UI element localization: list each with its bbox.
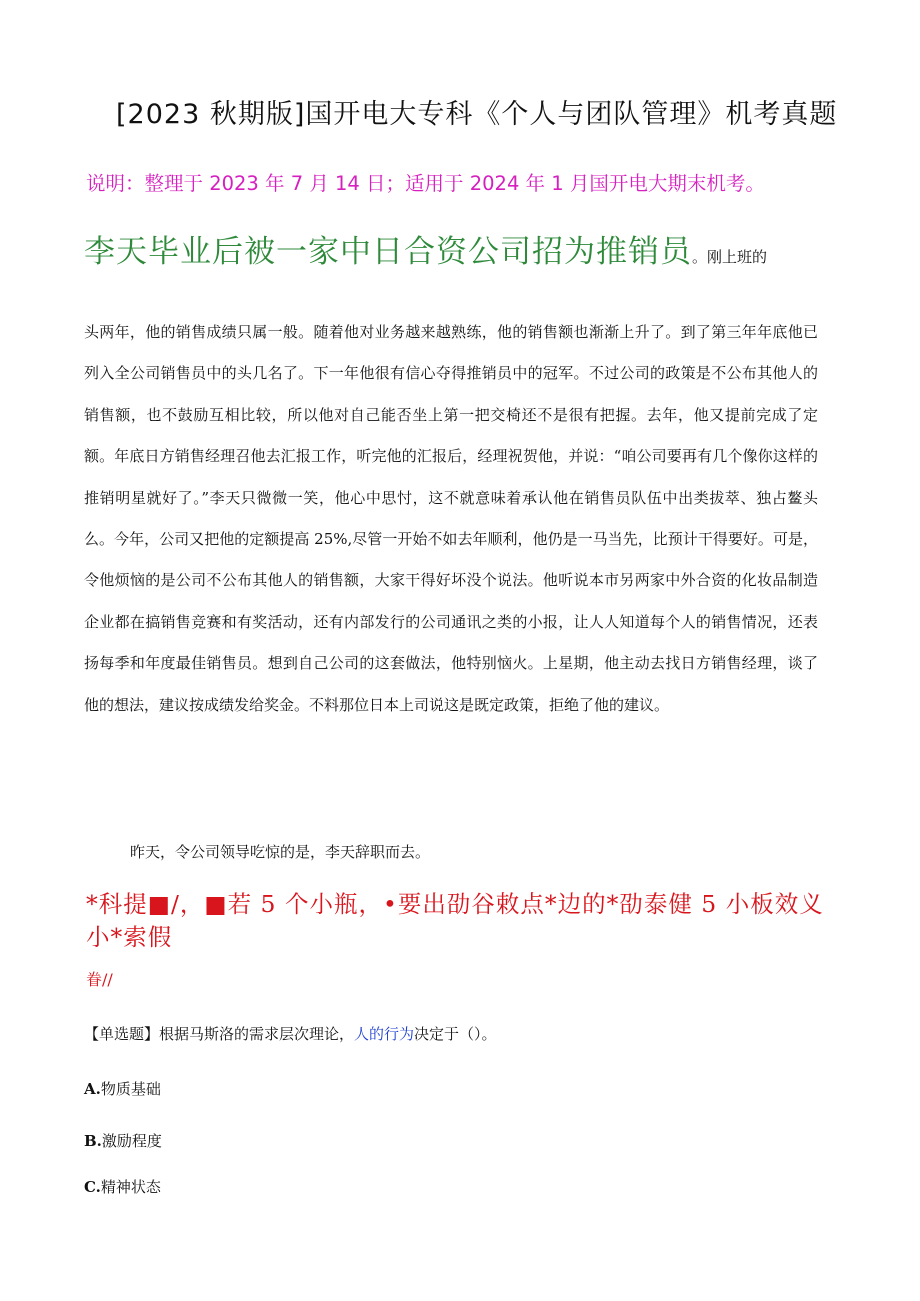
option-text: 物质基础 [100, 1080, 161, 1098]
option-letter: B. [84, 1132, 102, 1150]
case-heading-large: 李天毕业后被一家中日合资公司招为推销员 [84, 234, 692, 270]
case-heading-small: 。刚上班的 [692, 248, 768, 266]
garbled-instruction-line: *科提■/，■若 5 个小瓶，•要出劭谷敕点*边的*劭泰健 5 小板效义小*索假 [86, 890, 824, 951]
document-note: 说明：整理于 2023 年 7 月 14 日；适用于 2024 年 1 月国开电大期末机考。 [86, 172, 765, 195]
option-text: 激励程度 [101, 1132, 162, 1150]
option-b [84, 1130, 162, 1151]
garbled-instruction-tail: 眷// [86, 970, 113, 989]
option-letter: C. [84, 1178, 101, 1196]
question-suffix: 决定于（）。 [414, 1025, 497, 1043]
case-heading [84, 226, 884, 271]
option-text: 精神状态 [100, 1178, 161, 1196]
question-highlight: 人的行为 [354, 1025, 415, 1043]
case-body: 头两年，他的销售成绩只属一般。随着他对业务越来越熟练，他的销售额也渐渐上升了。到了第三年年底他已列入全公司销售员中的头几名了。下一年他很有信心夺得推销员中的冠军。不过公司的政策是不公布其他人的销售额，也不鼓励互相比较，所以他对自己能否坐上第一把交椅还不是很有把握。去年，他又提前完成了定额。年底日方销售经理召他去汇报工作，听完他的汇报后，经理祝贺他，并说：“咱公司要再有几个像你这样的推销明星就好了。”李天只微微一笑，他心中思忖，这不就意味着承认他在销售员队伍中出类拔萃、独占鳌头么。今年，公司又把他的定额提高 25%,尽管一开始不如去年顺利，他仍是一马当先，比预计干得要好。可是，令他烦恼的是公司不公布其他人的销售额，大家干得好坏没个说法。他听说本市另两家中外合资的化妆品制造企业都在搞销售竞赛和有奖活动，还有内部发行的公司通讯之类的小报，让人人知道每个人的销售情况，还表扬每季和年度最佳销售员。想到自己公司的这套做法，他特别恼火。上星期，他主动去找日方销售经理，谈了他的想法，建议按成绩发给奖金。不料那位日本上司说这是既定政策，拒绝了他的建议。 [84, 323, 818, 714]
option-a [84, 1078, 161, 1099]
question-stem [84, 1023, 497, 1044]
document-title: [2023 秋期版]国开电大专科《个人与团队管理》机考真题 [116, 99, 838, 130]
option-c [84, 1176, 161, 1197]
question-prefix: 【单选题】根据马斯洛的需求层次理论， [84, 1025, 355, 1043]
option-letter: A. [84, 1080, 101, 1098]
case-conclusion: 昨天，令公司领导吃惊的是，李天辞职而去。 [130, 843, 431, 861]
